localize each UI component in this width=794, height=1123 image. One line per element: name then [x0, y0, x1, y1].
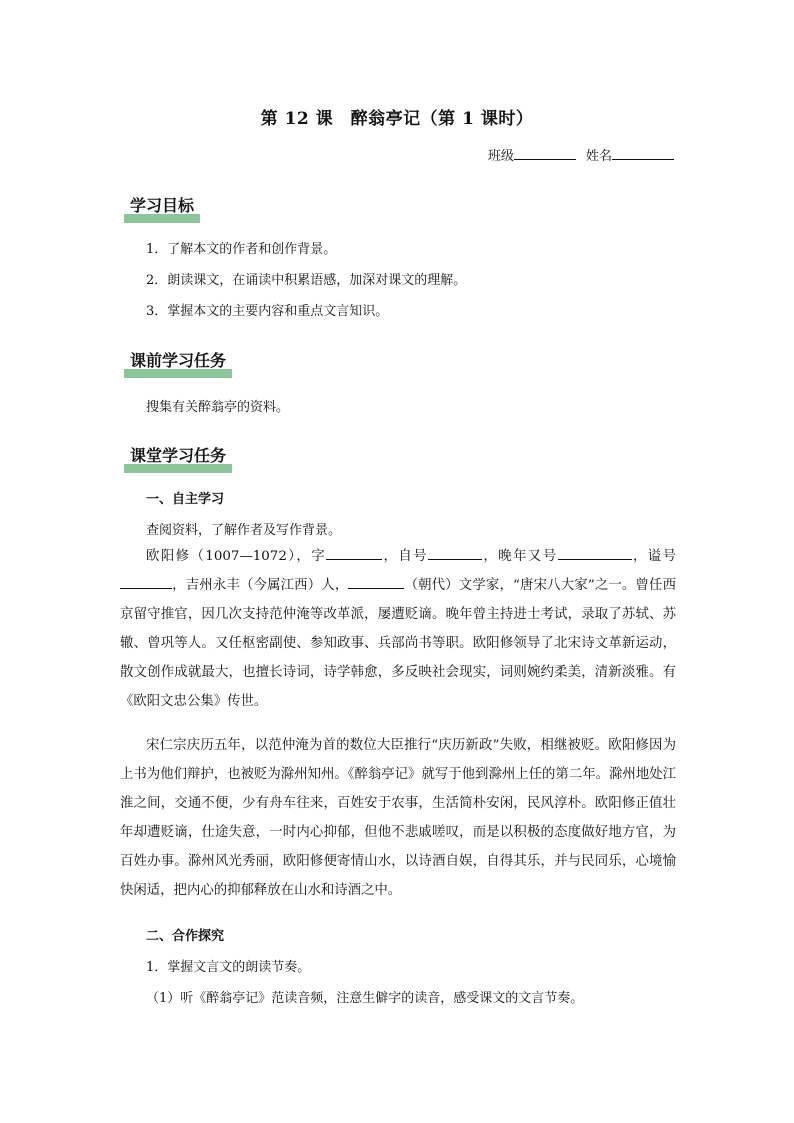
heading-highlight-bar: [124, 369, 232, 378]
section-heading-goals: 学习目标: [124, 195, 200, 219]
goal-item: 2．朗读课文，在诵读中积累语感，加深对课文的理解。: [146, 273, 467, 288]
part2-item: 1．掌握文言文的朗读节奏。: [146, 960, 311, 975]
fill-blank[interactable]: [348, 574, 404, 589]
fill-blank[interactable]: [326, 545, 382, 560]
author-bio-paragraph: 欧阳修（1007—1072），字 ，自号 ，晚年又号 ，谥号，吉州永丰（今属江西）人， （朝代）文学家，“唐宋八大家”之一。曾任西京留守推官，因几次支持范仲淹等改革派，屡遭贬谪。晚年曾主持进士考试，录取了苏轼、苏辙、曾巩等人。又任枢密副使、参知政事、兵部尚书等职。欧阳修领导了北宋诗文革新运动，散文创作成就最大，也擅长诗词，诗学韩愈，多反映社会现实，词则婉约柔美，清新淡雅。有《欧阳文忠公集》传世。: [120, 542, 676, 716]
goal-item: 3．掌握本文的主要内容和重点文言知识。: [146, 304, 389, 319]
class-label: 班级: [487, 149, 514, 164]
background-paragraph: 宋仁宗庆历五年，以范仲淹为首的数位大臣推行“庆历新政”失败，相继被贬。欧阳修因为上书为他们辩护，也被贬为滁州知州。《醉翁亭记》就写于他到滁州上任的第二年。滁州地处江淮之间，交通不便，少有舟车往来，百姓安于农事，生活简朴安闲，民风淳朴。欧阳修正值壮年却遭贬谪，仕途失意，一时内心抑郁，但他不悲戚嗟叹，而是以积极的态度做好地方官，为百姓办事。滁州风光秀丽，欧阳修便寄情山水，以诗酒自娱，自得其乐，并与民同乐，心境愉快闲适，把内心的抑郁释放在山水和诗酒之中。: [120, 738, 676, 898]
heading-highlight-bar: [124, 214, 200, 223]
name-blank[interactable]: [612, 146, 674, 160]
name-label: 姓名: [585, 149, 612, 164]
preclass-task: 搜集有关醉翁亭的资料。: [146, 400, 290, 415]
goal-item: 1．了解本文的作者和创作背景。: [146, 242, 337, 257]
page-title: 第 12 课 醉翁亭记（第 1 课时）: [260, 109, 534, 129]
class-blank[interactable]: [514, 146, 576, 160]
fill-blank[interactable]: [428, 545, 482, 560]
part1-title: 一、自主学习: [146, 492, 225, 507]
part2-subitem: （1）听《醉翁亭记》范读音频，注意生僻字的读音，感受课文的文言节奏。: [146, 991, 584, 1006]
heading-highlight-bar: [124, 464, 232, 473]
part1-intro: 查阅资料，了解作者及写作背景。: [146, 523, 342, 538]
part2-title: 二、合作探究: [146, 929, 225, 944]
fill-blank[interactable]: [558, 545, 632, 560]
fill-blank[interactable]: [120, 574, 172, 589]
section-heading-inclass: 课堂学习任务: [124, 445, 232, 469]
class-name-fields: [488, 145, 674, 164]
section-heading-preclass: 课前学习任务: [124, 350, 232, 374]
